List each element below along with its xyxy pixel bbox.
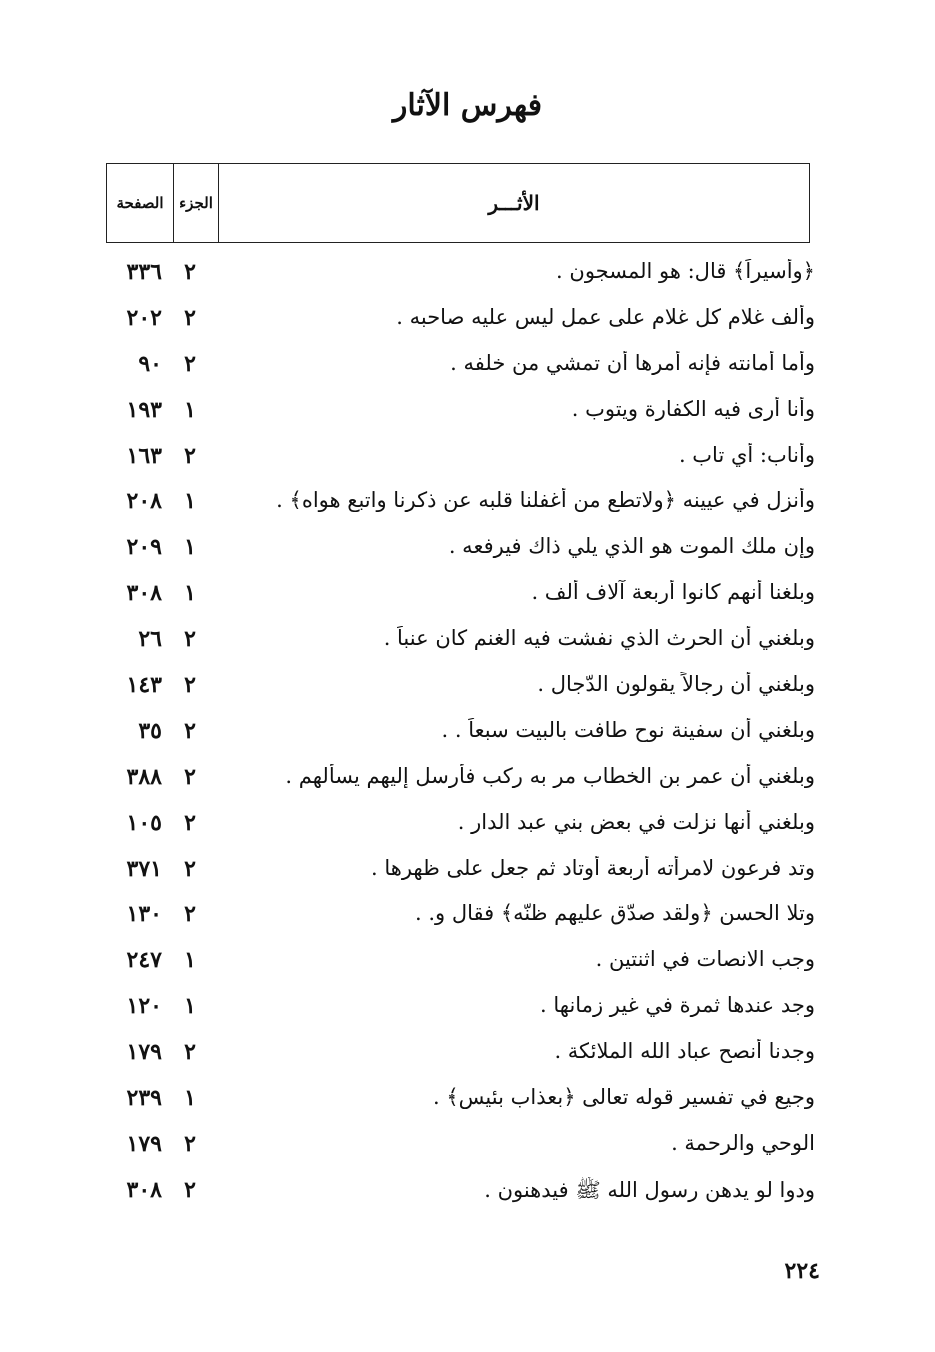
page-ref: ١٧٩ <box>126 1039 162 1066</box>
athar-text: وجيع في تفسير قوله تعالى ﴿بعذاب بئيس﴾ . <box>432 1085 815 1110</box>
table-row <box>100 1127 815 1173</box>
page-ref: ٢٦ <box>138 626 162 653</box>
table-row <box>100 622 815 668</box>
table-row <box>100 301 815 347</box>
page-ref: ١٧٩ <box>126 1130 162 1157</box>
table-row <box>100 897 815 943</box>
juz-number: ٢ <box>184 809 196 836</box>
table-row <box>100 1081 815 1127</box>
juz-number: ٢ <box>184 901 196 928</box>
athar-text: ﴿وأسيراً﴾ قال: هو المسجون . <box>556 259 815 283</box>
juz-number: ٢ <box>184 672 196 699</box>
juz-number: ١ <box>184 993 196 1020</box>
page-ref: ٣٨٨ <box>126 763 162 790</box>
athar-text: وألف غلام كل غلام على عمل ليس عليه صاحبه . <box>396 304 815 329</box>
juz-number: ١ <box>184 396 196 423</box>
athar-text: وجدنا أنصح عباد الله الملائكة . <box>554 1039 815 1064</box>
athar-text: الوحي والرحمة . <box>671 1130 815 1155</box>
table-row <box>100 347 815 393</box>
table-row <box>100 989 815 1035</box>
table-row <box>100 530 815 576</box>
header-page: الصفحة <box>116 194 164 212</box>
athar-text: وتلا الحسن ﴿ولقد صدّق عليهم ظنّه﴾ فقال و. . <box>415 901 815 926</box>
table-row <box>100 668 815 714</box>
table-row <box>100 439 815 485</box>
page-ref: ١٢٠ <box>126 993 162 1020</box>
page-number: ٢٢٤ <box>784 1258 820 1284</box>
juz-number: ٢ <box>184 442 196 469</box>
athar-text: وجد عندها ثمرة في غير زمانها . <box>540 993 815 1018</box>
header-athar: الأثـــر <box>218 164 809 242</box>
athar-text: وبلغني أن رجالاً يقولون الدّجال . <box>537 672 815 697</box>
page-title: فهرس الآثار <box>392 88 543 123</box>
index-list <box>100 255 815 1219</box>
table-row <box>100 1035 815 1081</box>
juz-number: ١ <box>184 580 196 607</box>
page-ref: ٣٠٨ <box>126 1176 162 1203</box>
table-row <box>100 576 815 622</box>
table-row <box>100 943 815 989</box>
header-juz: الجزء <box>173 164 218 242</box>
juz-number: ١ <box>184 534 196 561</box>
page-ref: ٩٠ <box>138 350 162 377</box>
juz-number: ٢ <box>184 626 196 653</box>
juz-number: ٢ <box>184 855 196 882</box>
juz-number: ٢ <box>184 1176 196 1203</box>
athar-text: وجب الانصات في اثنتين . <box>595 947 815 972</box>
page-ref: ٢٤٧ <box>126 947 162 974</box>
table-header <box>106 163 810 243</box>
table-row <box>100 484 815 530</box>
athar-text: وبلغني أن عمر بن الخطاب مر به ركب فأرسل إليهم يسألهم . <box>285 763 815 788</box>
table-row <box>100 760 815 806</box>
table-row <box>100 806 815 852</box>
table-row <box>100 714 815 760</box>
table-row <box>100 1173 815 1219</box>
page-ref: ٢٠٩ <box>126 534 162 561</box>
athar-text: وإن ملك الموت هو الذي يلي ذاك فيرفعه . <box>448 534 815 559</box>
page-ref: ٢٠٨ <box>126 488 162 515</box>
athar-text: وأما أمانته فإنه أمرها أن تمشي من خلفه . <box>450 350 815 375</box>
juz-number: ١ <box>184 947 196 974</box>
page-ref: ٣٧١ <box>126 855 162 882</box>
athar-text: وأناب: أي تاب . <box>678 442 815 467</box>
table-row <box>100 852 815 898</box>
athar-text: وبلغنا أنهم كانوا أربعة آلاف ألف . <box>531 580 815 605</box>
page-ref: ١٤٣ <box>126 672 162 699</box>
athar-text: وأنزل في عيينه ﴿ولاتطع من أغفلنا قلبه عن ذكرنا واتبع هواه﴾ . <box>276 488 815 513</box>
juz-number: ٢ <box>184 1130 196 1157</box>
juz-number: ٢ <box>184 763 196 790</box>
page-ref: ١٦٣ <box>126 442 162 469</box>
juz-number: ٢ <box>184 304 196 331</box>
page-ref: ٣٠٨ <box>126 580 162 607</box>
athar-text: وتد فرعون لامرأته أربعة أوتاد ثم جعل على ظهرها . <box>371 855 815 880</box>
athar-text: وأنا أرى فيه الكفارة ويتوب . <box>571 396 815 421</box>
table-row <box>100 393 815 439</box>
juz-number: ١ <box>184 1085 196 1112</box>
juz-number: ١ <box>184 488 196 515</box>
athar-text: وبلغني أنها نزلت في بعض بني عبد الدار . <box>457 809 815 834</box>
juz-number: ٢ <box>184 717 196 744</box>
page-ref: ١٣٠ <box>126 901 162 928</box>
athar-text: وبلغني أن الحرث الذي نفشت فيه الغنم كان عنباً . <box>383 626 815 651</box>
page-ref: ٣٣٦ <box>126 259 162 285</box>
page-ref: ١٠٥ <box>126 809 162 836</box>
table-row <box>100 255 815 301</box>
athar-text: وبلغني أن سفينة نوح طافت بالبيت سبعاً . . <box>441 717 815 742</box>
page-ref: ٢٣٩ <box>126 1085 162 1112</box>
juz-number: ٢ <box>184 350 196 377</box>
page-ref: ٢٠٢ <box>126 304 162 331</box>
page-ref: ٣٥ <box>138 717 162 744</box>
page-ref: ١٩٣ <box>126 396 162 423</box>
juz-number: ٢ <box>184 1039 196 1066</box>
athar-text: ودوا لو يدهن رسول الله ﷺ فيدهنون . <box>484 1177 815 1202</box>
juz-number: ٢ <box>184 259 196 285</box>
